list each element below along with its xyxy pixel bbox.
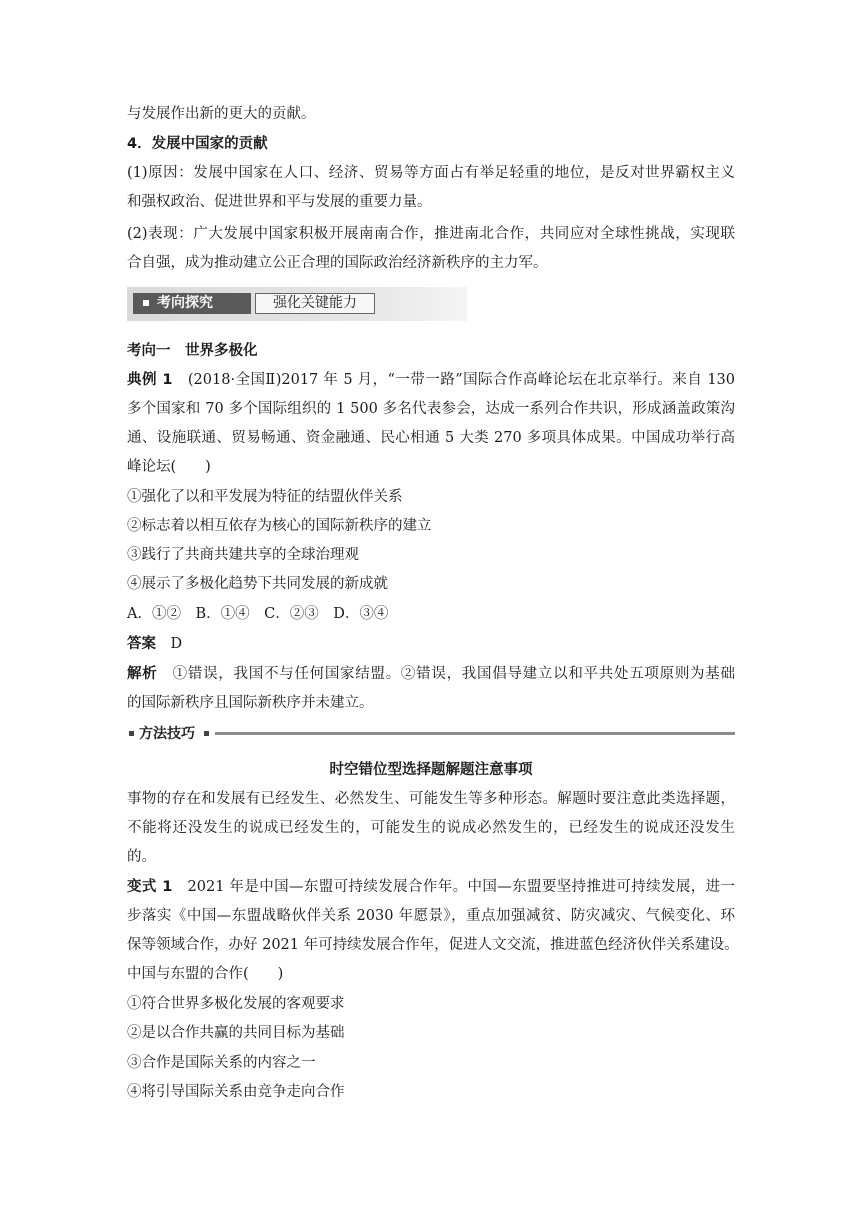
banner-light-label: 强化关键能力	[255, 293, 375, 314]
variant-line: 变式 1 2021 年是中国—东盟可持续发展合作年。中国—东盟要坚持推进可持续发展，进一	[127, 879, 735, 895]
square-bullet-icon	[129, 731, 134, 736]
method-text: 的。	[127, 849, 156, 865]
example-line: 多个国家和 70 多个国际组织的 1 500 多名代表参会，达成一系列合作共识，形成涵盖政策沟	[127, 401, 735, 417]
text-line: 与发展作出新的更大的贡献。	[127, 106, 316, 122]
banner-dark-label: 考向探究	[133, 293, 251, 314]
variant-line: 中国与东盟的合作( )	[127, 966, 284, 982]
text-line: (2)表现：广大发展中国家积极开展南南合作，推进南北合作，共同应对全球性挑战，实现联	[127, 226, 735, 242]
option-item: ①符合世界多极化发展的客观要求	[127, 996, 345, 1012]
analysis-line: 的国际新秩序且国际新秩序并未建立。	[127, 695, 374, 711]
method-text: 不能将还没发生的说成已经发生的，可能发生的说成必然发生的，已经发生的说成还没发生	[127, 820, 735, 836]
option-item: ②是以合作共赢的共同目标为基础	[127, 1025, 345, 1041]
option-item: ①强化了以和平发展为特征的结盟伙伴关系	[127, 489, 403, 505]
analysis-line: 解析 ①错误，我国不与任何国家结盟。②错误，我国倡导建立以和平共处五项原则为基础	[127, 666, 735, 682]
square-bullet-icon	[204, 731, 209, 736]
method-tips-header	[127, 724, 735, 744]
example-label: 典例 1	[127, 372, 173, 388]
option-item: ④将引导国际关系由竞争走向合作	[127, 1084, 345, 1100]
text-line: 和强权政治、促进世界和平与发展的重要力量。	[127, 194, 432, 210]
method-text: 事物的存在和发展有已经发生、必然发生、可能发生等多种形态。解题时要注意此类选择题，	[127, 791, 735, 807]
method-tips-label: 方法技巧	[139, 726, 195, 742]
variant-label: 变式 1	[127, 879, 173, 895]
variant-line: 步落实《中国—东盟战略伙伴关系 2030 年愿景》，重点加强减贫、防灾减灾、气候变化、环	[127, 908, 735, 924]
option-item: ②标志着以相互依存为核心的国际新秩序的建立	[127, 518, 432, 534]
example-line: 典例 1 (2018·全国Ⅱ)2017 年 5 月，“一带一路”国际合作高峰论坛在北京举行。来自 130	[127, 372, 736, 388]
variant-line: 保等领域合作，办好 2021 年可持续发展合作年，促进人文交流，推进蓝色经济伙伴关系建设。	[127, 937, 739, 953]
answer-label: 答案	[127, 636, 156, 652]
section-heading: 4．发展中国家的贡献	[127, 136, 268, 152]
example-line: 通、设施联通、贸易畅通、资金融通、民心相通 5 大类 270 多项具体成果。中国成功举行高	[127, 430, 735, 446]
section-banner	[127, 287, 467, 321]
analysis-label: 解析	[127, 666, 158, 682]
text-line: (1)原因：发展中国家在人口、经济、贸易等方面占有举足轻重的地位，是反对世界霸权主义	[127, 165, 735, 181]
answer-value: D	[156, 636, 183, 652]
text-line: 合自强，成为推动建立公正合理的国际政治经济新秩序的主力军。	[127, 255, 548, 271]
answer-choices: A．①② B．①④ C．②③ D．③④	[127, 606, 389, 622]
option-item: ④展示了多极化趋势下共同发展的新成就	[127, 576, 388, 592]
square-bullet-icon	[143, 300, 149, 306]
example-line: 峰论坛( )	[127, 459, 211, 475]
option-item: ③践行了共商共建共享的全球治理观	[127, 547, 359, 563]
option-item: ③合作是国际关系的内容之一	[127, 1055, 316, 1071]
topic-title: 考向一 世界多极化	[127, 343, 258, 359]
method-heading: 时空错位型选择题解题注意事项	[329, 762, 533, 778]
divider-rule	[215, 732, 735, 735]
answer-line	[127, 634, 182, 654]
